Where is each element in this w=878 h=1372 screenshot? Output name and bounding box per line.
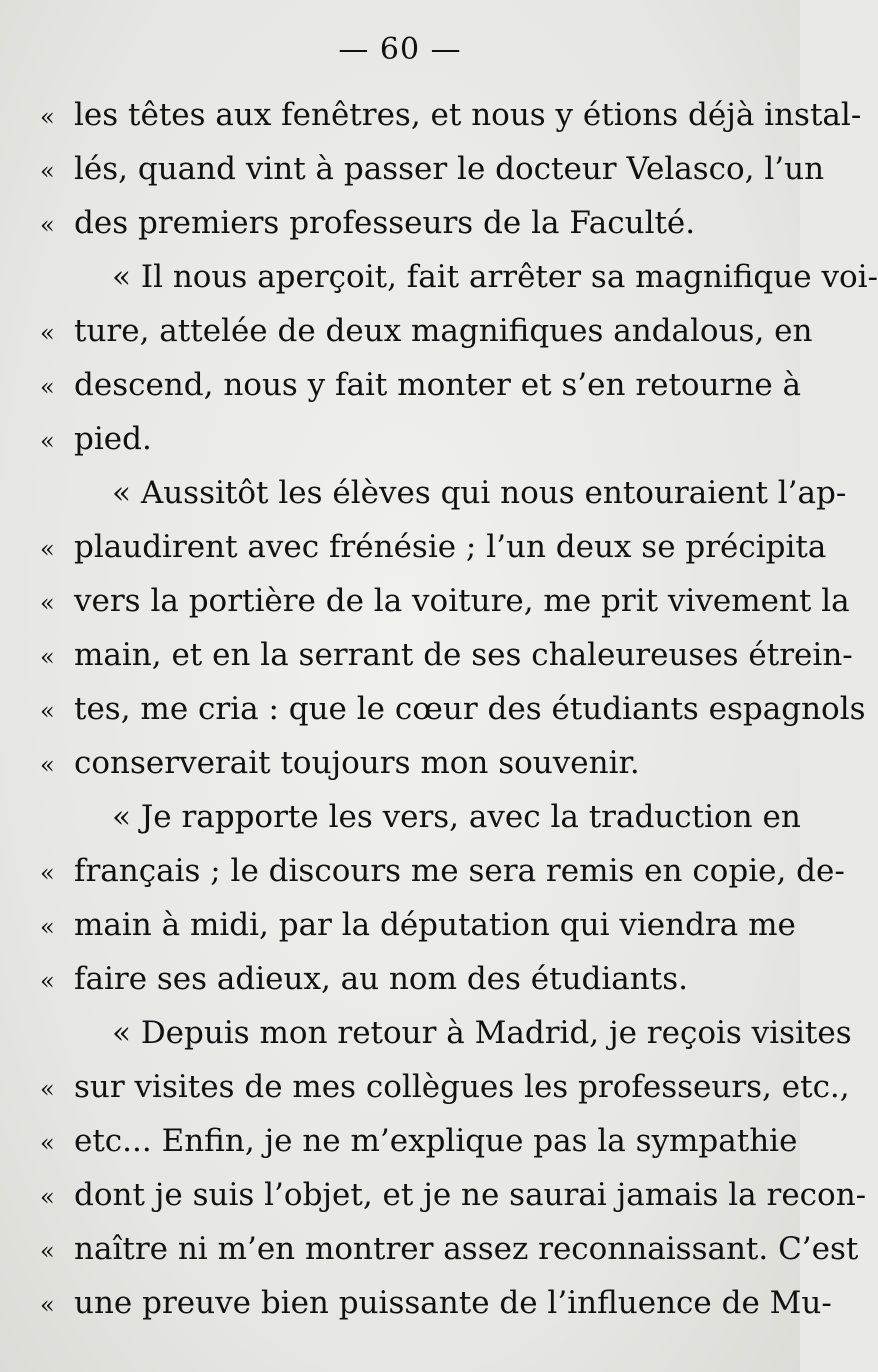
guillemet-marker: « [40,913,55,941]
guillemet-marker: « [40,211,55,239]
guillemet-marker: « [40,1183,55,1211]
line-text: plaudirent avec frénésie ; l’un deux se précipita [74,529,827,565]
text-line [40,736,760,790]
line-text: « Je rapporte les vers, avec la traduction en [112,799,801,835]
guillemet-marker: « [40,751,55,779]
line-text: « Aussitôt les élèves qui nous entouraient l’ap- [112,475,847,511]
line-text: sur visites de mes collègues les professeurs, etc., [74,1069,850,1105]
guillemet-marker: « [40,1237,55,1265]
line-text: dont je suis l’objet, et je ne saurai jamais la recon- [74,1177,867,1213]
line-text: une preuve bien puissante de l’influence de Mu- [74,1285,832,1321]
body-text [40,88,878,1330]
line-text: lés, quand vint à passer le docteur Velasco, l’un [74,151,825,187]
guillemet-marker: « [40,589,55,617]
guillemet-marker: « [40,1129,55,1157]
line-text: ture, attelée de deux magnifiques andalous, en [74,313,813,349]
line-text: français ; le discours me sera remis en copie, de- [74,853,845,889]
guillemet-marker: « [40,535,55,563]
line-text: etc... Enfin, je ne m’explique pas la sympathie [74,1123,798,1159]
text-line [40,412,760,466]
guillemet-marker: « [40,643,55,671]
guillemet-marker: « [40,1291,55,1319]
line-text: main à midi, par la députation qui viendra me [74,907,796,943]
line-text: naître ni m’en montrer assez reconnaissant. C’est [74,1231,859,1267]
line-text: tes, me cria : que le cœur des étudiants espagnols [74,691,866,727]
guillemet-marker: « [40,859,55,887]
guillemet-marker: « [40,319,55,347]
guillemet-marker: « [40,157,55,185]
guillemet-marker: « [40,1075,55,1103]
line-text: « Il nous aperçoit, fait arrêter sa magnifique voi- [112,259,878,295]
line-text: des premiers professeurs de la Faculté. [74,205,696,241]
line-text: pied. [74,421,152,457]
paragraph-start-line [40,250,878,304]
text-line [40,196,760,250]
guillemet-marker: « [40,427,55,455]
text-line [40,142,825,196]
text-line [40,682,866,736]
paragraph-start-line [40,466,847,520]
text-line [40,844,845,898]
line-text: vers la portière de la voiture, me prit vivement la [74,583,850,619]
paragraph-start-line [40,1006,852,1060]
guillemet-marker: « [40,373,55,401]
guillemet-marker: « [40,697,55,725]
guillemet-marker: « [40,967,55,995]
line-text: « Depuis mon retour à Madrid, je reçois visites [112,1015,852,1051]
text-line [40,304,813,358]
page-number: — 60 — [338,32,462,67]
text-line [40,952,760,1006]
text-line [40,1222,859,1276]
line-text: descend, nous y fait monter et s’en retourne à [74,367,802,403]
text-line [40,1276,832,1330]
line-text: conserverait toujours mon souvenir. [74,745,640,781]
text-line [40,574,850,628]
line-text: les têtes aux fenêtres, et nous y étions déjà instal- [74,97,862,133]
text-line [40,628,853,682]
guillemet-marker: « [40,103,55,131]
text-line [40,898,796,952]
text-line [40,88,862,142]
line-text: faire ses adieux, au nom des étudiants. [74,961,688,997]
text-line [40,1168,867,1222]
text-line [40,1060,850,1114]
paragraph-start-line [40,790,801,844]
text-line [40,1114,798,1168]
line-text: main, et en la serrant de ses chaleureuses étrein- [74,637,853,673]
text-line [40,358,802,412]
text-line [40,520,827,574]
